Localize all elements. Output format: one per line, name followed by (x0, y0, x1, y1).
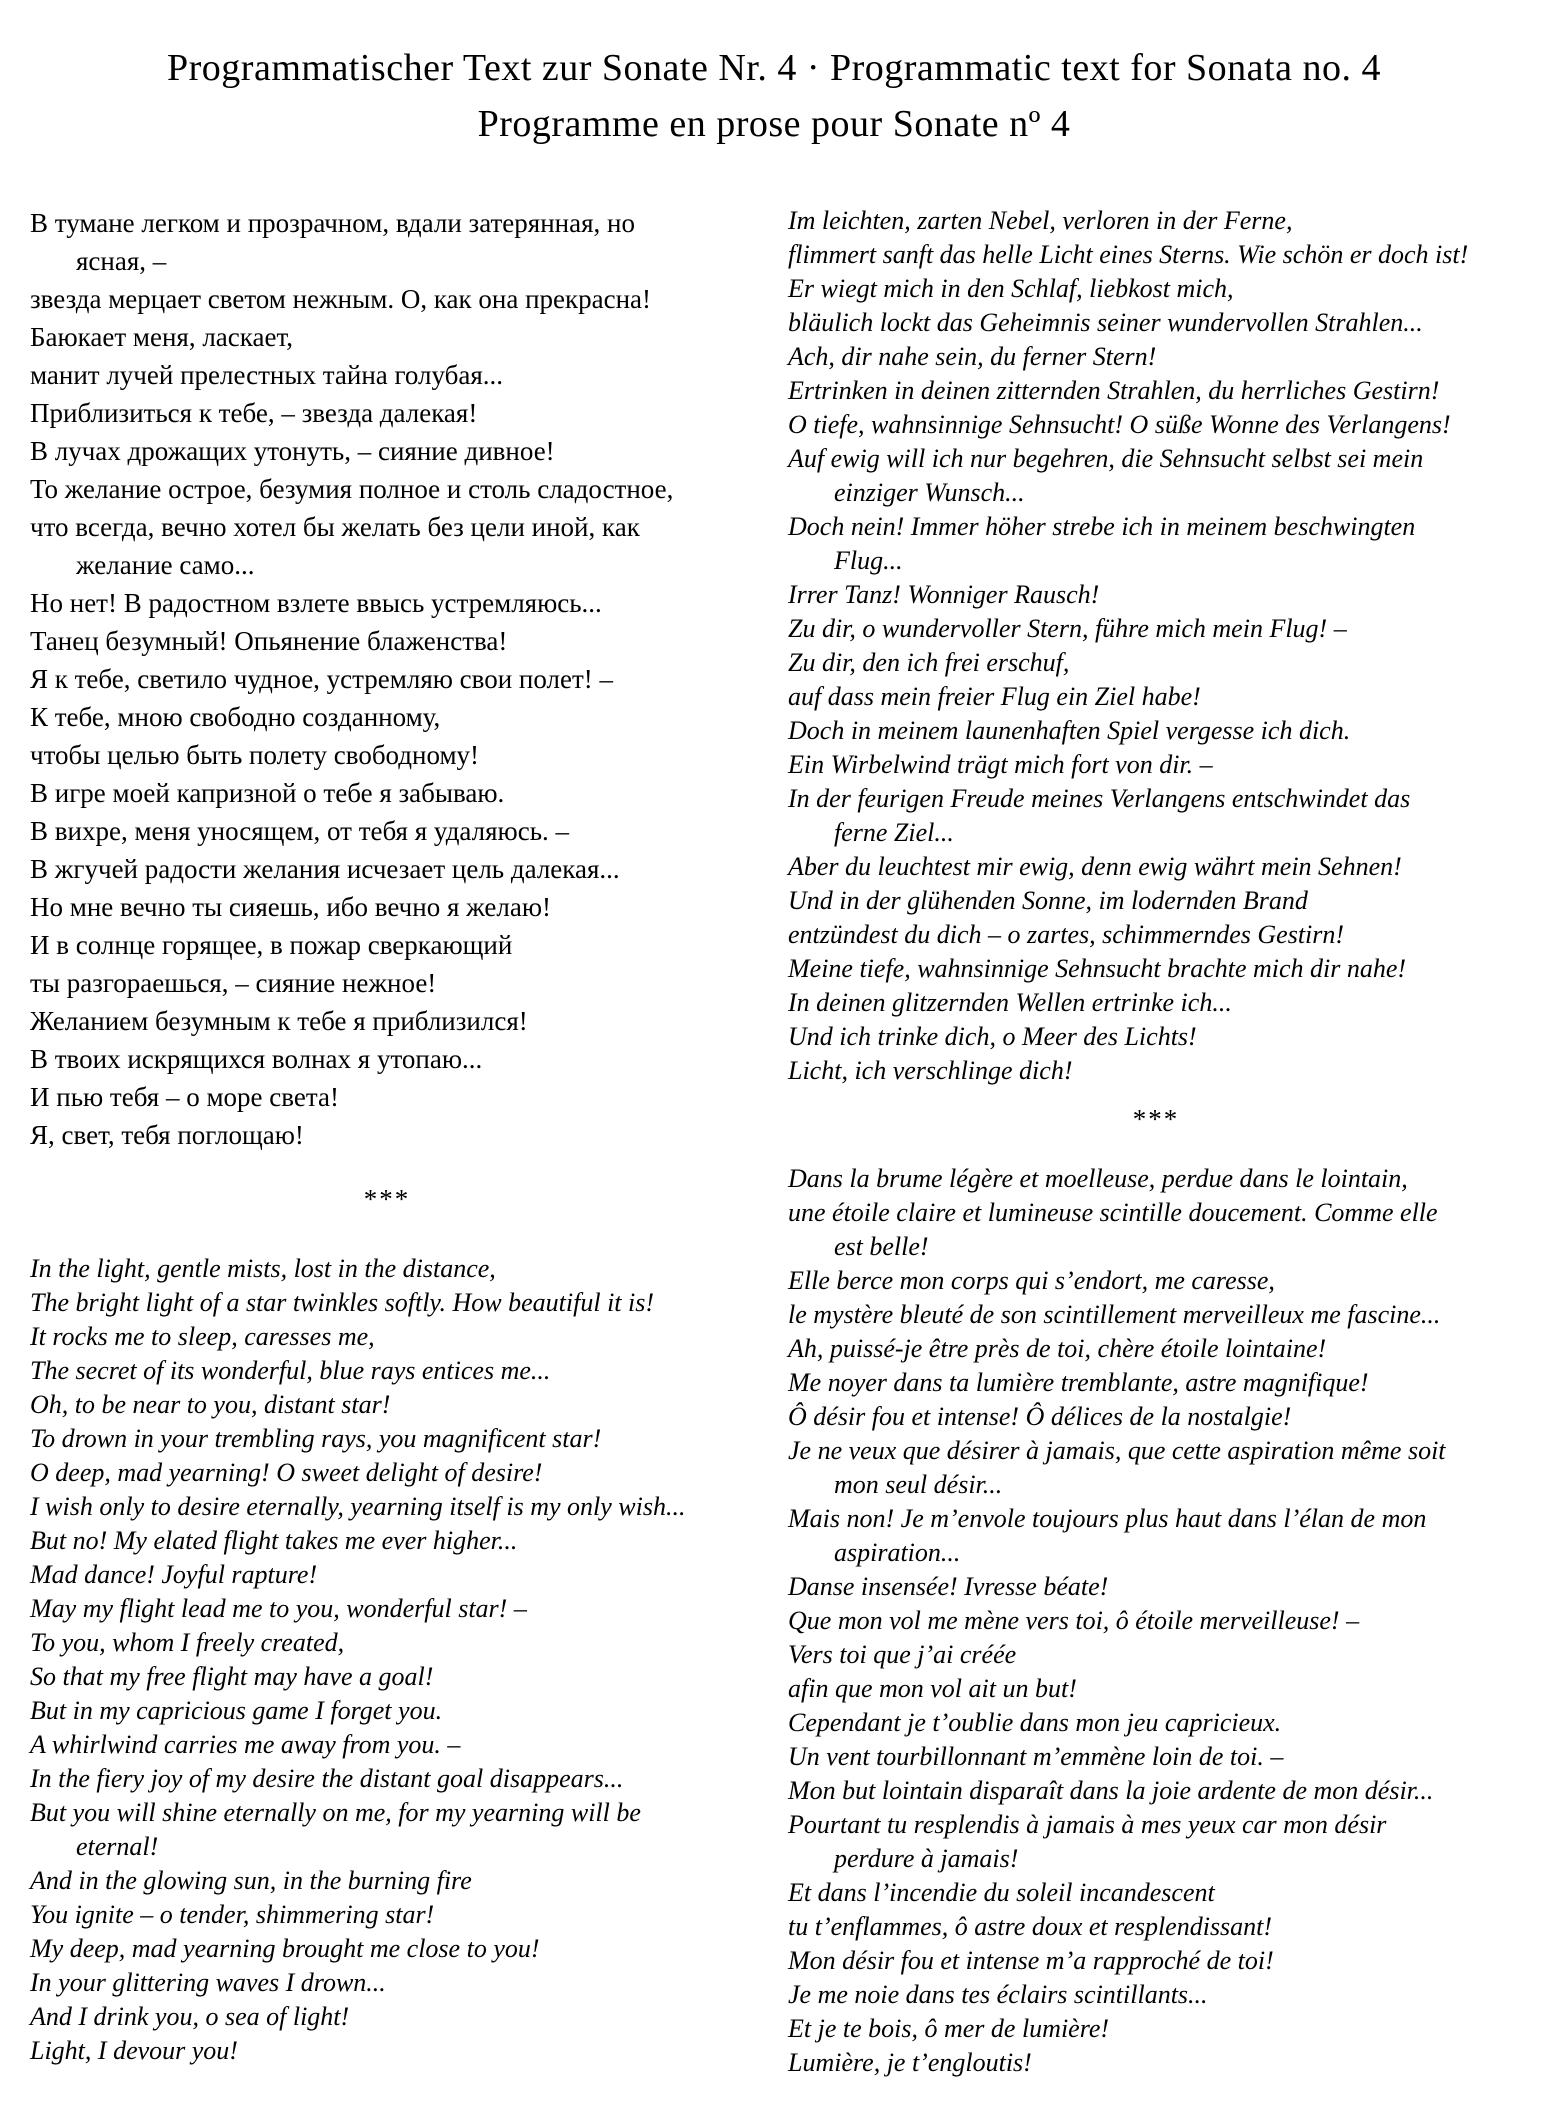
poem-line: Dans la brume légère et moelleuse, perdue dans le lointain, (788, 1164, 1408, 1193)
poem-line: чтобы целью быть полету свободному! (30, 740, 480, 770)
poem-line: Flug... (834, 546, 903, 575)
poem-line: The secret of its wonderful, blue rays entices me... (30, 1356, 551, 1385)
poem-line: afin que mon vol ait un but! (788, 1674, 1077, 1703)
poem-line: le mystère bleuté de son scintillement merveilleux me fascine... (788, 1300, 1441, 1329)
poem-line: Er wiegt mich in den Schlaf, liebkost mich, (788, 274, 1234, 303)
poem-line: Желанием безумным к тебе я приблизился! (30, 1006, 528, 1036)
page-subtitle: Programme en prose pour Sonate nº 4 (477, 103, 1071, 145)
poem-line: В жгучей радости желания исчезает цель далекая... (30, 854, 620, 884)
poem-line: В тумане легком и прозрачном, вдали затерянная, но (30, 208, 635, 238)
poem-line: Ertrinken in deinen zitternden Strahlen, du herrliches Gestirn! (788, 376, 1440, 405)
poem-line: To drown in your trembling rays, you magnificent star! (30, 1424, 602, 1453)
poem-line: Im leichten, zarten Nebel, verloren in der Ferne, (788, 206, 1293, 235)
poem-line: Un vent tourbillonnant m’emmène loin de toi. – (788, 1742, 1284, 1771)
poem-line: A whirlwind carries me away from you. – (30, 1730, 461, 1759)
two-column-layout (30, 204, 1524, 2080)
poem-line: The bright light of a star twinkles softly. How beautiful it is! (30, 1288, 655, 1317)
poem-french (788, 1162, 1524, 2080)
poem-line: И в солнце горящее, в пожар сверкающий (30, 930, 513, 960)
poem-line: Но мне вечно ты сияешь, ибо вечно я желаю! (30, 892, 552, 922)
poem-line: In der feurigen Freude meines Verlangens entschwindet das (788, 784, 1411, 813)
poem-line: O deep, mad yearning! O sweet delight of desire! (30, 1458, 543, 1487)
poem-line: May my flight lead me to you, wonderful star! – (30, 1594, 527, 1623)
poem-line: But in my capricious game I forget you. (30, 1696, 443, 1725)
poem-line: Ô désir fou et intense! Ô délices de la nostalgie! (788, 1402, 1292, 1431)
poem-english (30, 1252, 744, 2068)
poem-line: Lumière, je t’engloutis! (788, 2048, 1032, 2077)
section-separator: *** (363, 1184, 411, 1214)
poem-line: Que mon vol me mène vers toi, ô étoile merveilleuse! – (788, 1606, 1360, 1635)
poem-line: что всегда, вечно хотел бы желать без цели иной, как (30, 512, 640, 542)
poem-line: But no! My elated flight takes me ever higher... (30, 1526, 518, 1555)
poem-line: bläulich lockt das Geheimnis seiner wundervollen Strahlen... (788, 308, 1423, 337)
poem-line: Mon désir fou et intense m’a rapproché de toi! (788, 1946, 1274, 1975)
poem-line: perdure à jamais! (834, 1844, 1019, 1873)
poem-line: звезда мерцает светом нежным. О, как она прекрасна! (30, 284, 652, 314)
poem-russian (30, 204, 744, 1154)
poem-line: Но нет! В радостном взлете ввысь устремляюсь... (30, 588, 602, 618)
poem-line: В лучах дрожащих утонуть, – сияние дивное! (30, 436, 555, 466)
poem-line: Oh, to be near to you, distant star! (30, 1390, 391, 1419)
poem-line: une étoile claire et lumineuse scintille doucement. Comme elle (788, 1198, 1438, 1227)
poem-line: Et je te bois, ô mer de lumière! (788, 2014, 1110, 2043)
poem-line: Elle berce mon corps qui s’endort, me caresse, (788, 1266, 1275, 1295)
poem-line: Je ne veux que désirer à jamais, que cette aspiration même soit (788, 1436, 1446, 1465)
poem-line: To you, whom I freely created, (30, 1628, 345, 1657)
page-title: Programmatischer Text zur Sonate Nr. 4 · Programmatic text for Sonata no. 4 (167, 47, 1381, 89)
poem-line: Vers toi que j’ai créée (788, 1640, 1017, 1669)
poem-line: aspiration... (834, 1538, 961, 1567)
section-separator: *** (1132, 1104, 1180, 1134)
title-block (0, 0, 1548, 152)
poem-line: In your glittering waves I drown... (30, 1968, 386, 1997)
poem-line: And in the glowing sun, in the burning fire (30, 1866, 472, 1895)
poem-line: flimmert sanft das helle Licht eines Sterns. Wie schön er doch ist! (788, 240, 1469, 269)
poem-line: Meine tiefe, wahnsinnige Sehnsucht brachte mich dir nahe! (788, 954, 1407, 983)
poem-line: O tiefe, wahnsinnige Sehnsucht! O süße Wonne des Verlangens! (788, 410, 1451, 439)
poem-line: In the light, gentle mists, lost in the distance, (30, 1254, 496, 1283)
poem-line: ясная, – (76, 246, 167, 276)
poem-line: Приблизиться к тебе, – звезда далекая! (30, 398, 478, 428)
poem-line: Und ich trinke dich, o Meer des Lichts! (788, 1022, 1197, 1051)
poem-line: Mad dance! Joyful rapture! (30, 1560, 318, 1589)
poem-line: Light, I devour you! (30, 2036, 238, 2065)
poem-line: К тебе, мною свободно созданному, (30, 702, 441, 732)
poem-line: Doch in meinem launenhaften Spiel vergesse ich dich. (788, 716, 1351, 745)
poem-line: Ach, dir nahe sein, du ferner Stern! (788, 342, 1157, 371)
poem-line: В твоих искрящихся волнах я утопаю... (30, 1044, 483, 1074)
poem-line: Ein Wirbelwind trägt mich fort von dir. – (788, 750, 1213, 779)
poem-line: Mon but lointain disparaît dans la joie ardente de mon désir... (788, 1776, 1434, 1805)
poem-line: Aber du leuchtest mir ewig, denn ewig währt mein Sehnen! (788, 852, 1402, 881)
poem-line: mon seul désir... (834, 1470, 1003, 1499)
poem-line: В вихре, меня уносящем, от тебя я удаляюсь. – (30, 816, 570, 846)
poem-line: But you will shine eternally on me, for my yearning will be (30, 1798, 641, 1827)
poem-line: auf dass mein freier Flug ein Ziel habe! (788, 682, 1201, 711)
poem-line: Danse insensée! Ivresse béate! (788, 1572, 1109, 1601)
poem-line: Auf ewig will ich nur begehren, die Sehnsucht selbst sei mein (788, 444, 1424, 473)
poem-line: In deinen glitzernden Wellen ertrinke ich... (788, 988, 1232, 1017)
poem-line: Et dans l’incendie du soleil incandescent (788, 1878, 1215, 1907)
poem-line: My deep, mad yearning brought me close to you! (30, 1934, 540, 1963)
poem-line: ты разгораешься, – сияние нежное! (30, 968, 437, 998)
poem-line: So that my free flight may have a goal! (30, 1662, 434, 1691)
poem-line: In the fiery joy of my desire the distant goal disappears... (30, 1764, 624, 1793)
poem-line: Танец безумный! Опьянение блаженства! (30, 626, 508, 656)
poem-line: Ah, puissé-je être près de toi, chère étoile lointaine! (788, 1334, 1327, 1363)
poem-line: Und in der glühenden Sonne, im lodernden Brand (788, 886, 1308, 915)
left-column (30, 204, 744, 2068)
poem-line: желание само... (76, 550, 255, 580)
poem-german (788, 204, 1524, 1088)
right-column (788, 204, 1524, 2080)
poem-line: Zu dir, o wundervoller Stern, führe mich mein Flug! – (788, 614, 1347, 643)
poem-line: Irrer Tanz! Wonniger Rausch! (788, 580, 1100, 609)
poem-line: Zu dir, den ich frei erschuf, (788, 648, 1070, 677)
poem-line: tu t’enflammes, ô astre doux et resplendissant! (788, 1912, 1273, 1941)
poem-line: ferne Ziel... (834, 818, 954, 847)
poem-line: You ignite – o tender, shimmering star! (30, 1900, 435, 1929)
poem-line: И пью тебя – о море света! (30, 1082, 339, 1112)
poem-line: Cependant je t’oublie dans mon jeu capricieux. (788, 1708, 1282, 1737)
poem-line: Me noyer dans ta lumière tremblante, astre magnifique! (788, 1368, 1369, 1397)
poem-line: То желание острое, безумия полное и столь сладостное, (30, 474, 674, 504)
poem-line: I wish only to desire eternally, yearning itself is my only wish... (30, 1492, 686, 1521)
poem-line: манит лучей прелестных тайна голубая... (30, 360, 504, 390)
poem-line: And I drink you, o sea of light! (30, 2002, 350, 2031)
poem-line: Я, свет, тебя поглощаю! (30, 1120, 304, 1150)
poem-line: Я к тебе, светило чудное, устремляю свои полет! – (30, 664, 614, 694)
poem-line: eternal! (76, 1832, 159, 1861)
poem-line: est belle! (834, 1232, 929, 1261)
poem-line: It rocks me to sleep, caresses me, (30, 1322, 375, 1351)
poem-line: entzündest du dich – o zartes, schimmerndes Gestirn! (788, 920, 1345, 949)
poem-line: Je me noie dans tes éclairs scintillants... (788, 1980, 1208, 2009)
poem-line: В игре моей капризной о тебе я забываю. (30, 778, 505, 808)
poem-line: Баюкает меня, ласкает, (30, 322, 293, 352)
poem-line: Mais non! Je m’envole toujours plus haut dans l’élan de mon (788, 1504, 1427, 1533)
poem-line: einziger Wunsch... (834, 478, 1025, 507)
poem-line: Licht, ich verschlinge dich! (788, 1056, 1073, 1085)
poem-line: Pourtant tu resplendis à jamais à mes yeux car mon désir (788, 1810, 1387, 1839)
poem-line: Doch nein! Immer höher strebe ich in meinem beschwingten (788, 512, 1416, 541)
